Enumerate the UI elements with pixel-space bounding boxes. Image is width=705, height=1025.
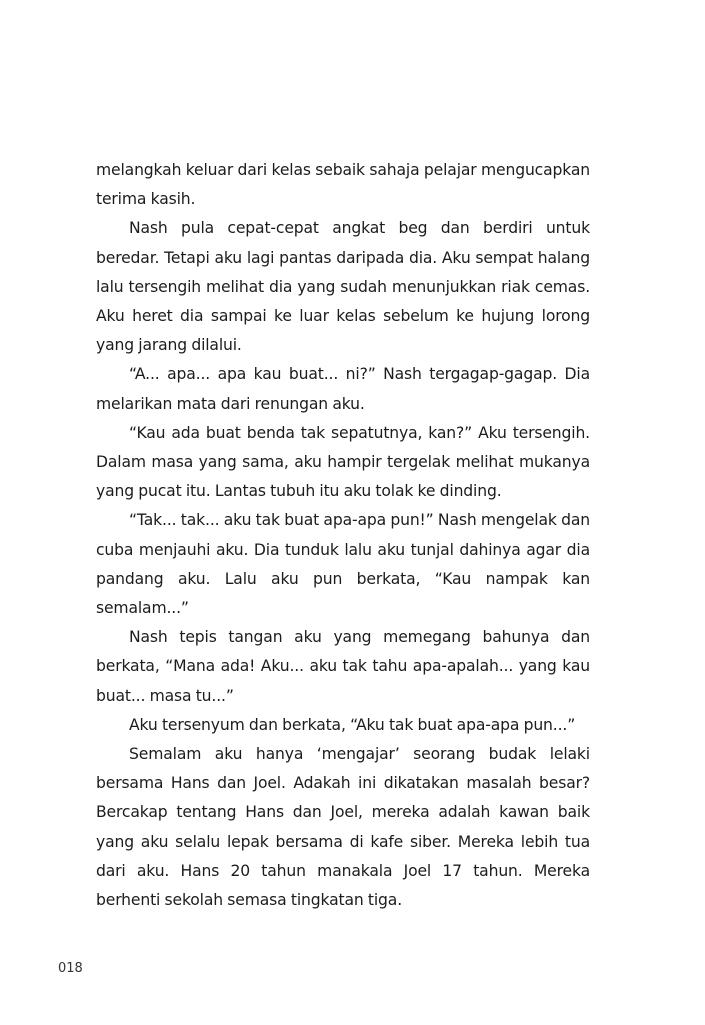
paragraph: Semalam aku hanya ‘mengajar’ seorang budak lelaki bersama Hans dan Joel. Adakah ini dikatakan masalah besar? Bercakap tentang Hans dan Joel, mereka adalah kawan baik yang aku selalu lepak bersama di kafe siber. Mereka lebih tua dari aku. Hans 20 tahun manakala Joel 17 tahun. Mereka berhenti sekolah semasa tingkatan tiga.	[96, 745, 590, 910]
paragraph: Aku tersenyum dan berkata, “Aku tak buat apa-apa pun...”	[129, 715, 576, 734]
page-number: 018	[58, 961, 83, 976]
body-text	[96, 156, 590, 915]
paragraph: Nash tepis tangan aku yang memegang bahunya dan berkata, “Mana ada! Aku... aku tak tahu apa-apalah... yang kau buat... masa tu...”	[96, 628, 590, 705]
paragraph: “Tak... tak... aku tak buat apa-apa pun!” Nash mengelak dan cuba menjauhi aku. Dia tunduk lalu aku tunjal dahinya agar dia pandang aku. Lalu aku pun berkata, “Kau nampak kan semalam...”	[96, 511, 590, 618]
paragraph: melangkah keluar dari kelas sebaik sahaja pelajar mengucapkan terima kasih.	[96, 161, 590, 209]
paragraph: “A... apa... apa kau buat... ni?” Nash tergagap-gagap. Dia melarikan mata dari renungan aku.	[96, 365, 590, 413]
paragraph: “Kau ada buat benda tak sepatutnya, kan?” Aku tersengih. Dalam masa yang sama, aku hampir tergelak melihat mukanya yang pucat itu. Lantas tubuh itu aku tolak ke dinding.	[96, 423, 590, 501]
paragraph: Nash pula cepat-cepat angkat beg dan berdiri untuk beredar. Tetapi aku lagi pantas daripada dia. Aku sempat halang lalu tersengih melihat dia yang sudah menunjukkan riak cemas. Aku heret dia sampai ke luar kelas sebelum ke hujung lorong yang jarang dilalui.	[96, 219, 590, 355]
